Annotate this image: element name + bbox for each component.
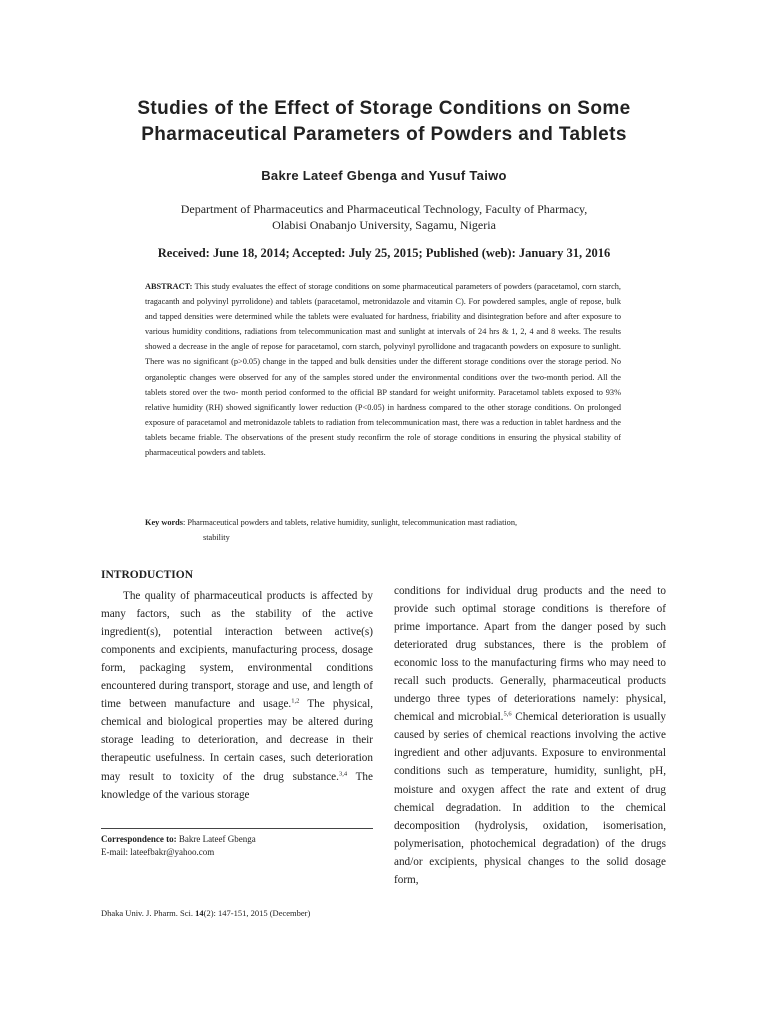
affiliation-line-1: Department of Pharmaceutics and Pharmaceutical Technology, Faculty of Pharmacy, <box>180 202 588 216</box>
footnote-divider <box>101 828 373 829</box>
abstract-text: This study evaluates the effect of storage conditions on some pharmaceutical parameters of powders (paracetamol, corn starch, tragacanth and polyvinyl pyrrolidone) and tablets (paracetamol, metronidazole and vitamin C). For powdered samples, angle of repose, bulk and tapped densities were determined while the tablets were evaluated for hardness, friability and disintegration before and after exposure to various humidity conditions, radiations from telecommunication mast and sunlight at intervals of 24 hrs & 1, 2, 4 and 8 weeks. The results showed a decrease in the angle of repose for paracetamol, corn starch, polyvinyl pyrollidone and tragacanth powders on exposure to sunlight. There was no significant (p>0.05) change in the tapped and bulk densities under the different storage conditions over the storage period. No organoleptic changes were observed for any of the samples stored under the environmental conditions over the two-month period. All the tablets stored over the two- month period conformed to the official BP standard for weight uniformity. Paracetamol tablets exposed to 93% relative humidity (RH) showed significantly lower reduction (P<0.05) in hardness compared to the other storage conditions. On prolonged exposure of paracetamol and metronidazole tablets to radiation from telecommunication mast, there was a reduction in tablet hardness and the tablets became friable. The observations of the present study reconfirm the role of storage conditions in ensuring the physical stability of pharmaceutical powders and tablets. <box>145 282 621 458</box>
affiliation-line-2: Olabisi Onabanjo University, Sagamu, Nigeria <box>272 218 496 232</box>
journal-issue-pages: (2): 147-151, 2015 (December) <box>203 908 311 918</box>
title-line-2: Pharmaceutical Parameters of Powders and Tablets <box>141 124 627 145</box>
citation-1-2: 1,2 <box>291 697 300 705</box>
publication-dates: Received: June 18, 2014; Accepted: July 25, 2015; Published (web): January 31, 2016 <box>157 246 611 260</box>
affiliation <box>0 201 768 233</box>
keywords-line-2: stability <box>203 533 230 542</box>
journal-name: Dhaka Univ. J. Pharm. Sci. <box>101 908 196 918</box>
correspondence-name: Bakre Lateef Gbenga <box>176 834 256 844</box>
citation-5-6: 5,6 <box>503 710 512 718</box>
right-column <box>394 582 666 889</box>
correspondence-label: Correspondence to: <box>101 834 177 844</box>
intro-text-4: conditions for individual drug products and the need to provide such optimal storage conditions is therefore of prime importance. Apart from the danger posed by such deteriorated drug substances, there is the problem of economic loss to the manufacturing firms who may need to recall such products. Generally, pharmaceutical products undergo three types of deteriorations namely: physical, chemical and microbial. <box>394 585 666 724</box>
left-column <box>101 566 373 804</box>
journal-volume: 14 <box>195 908 204 918</box>
paper-title <box>60 96 708 148</box>
abstract-label: ABSTRACT: <box>145 282 193 291</box>
correspondence <box>101 833 373 859</box>
intro-text-1: The quality of pharmaceutical products is affected by many factors, such as the stability of the active ingredient(s), potential interaction between active(s) components and excipients, manufacturing process, dosage form, packaging system, environmental conditions encountered during transport, storage and use, and length of time between manufacture and usage. <box>101 590 373 711</box>
title-line-1: Studies of the Effect of Storage Conditions on Some <box>137 98 631 119</box>
abstract <box>145 279 621 460</box>
citation-3-4: 3,4 <box>338 769 348 777</box>
keywords <box>145 515 621 545</box>
journal-footer <box>101 908 401 918</box>
introduction-heading: INTRODUCTION <box>101 569 194 581</box>
intro-paragraph-right <box>394 582 666 889</box>
intro-text-3: The knowledge of the various storage <box>101 770 373 801</box>
keywords-line-1: : Pharmaceutical powders and tablets, relative humidity, sunlight, telecommunication mast radiation, <box>183 518 518 527</box>
authors: Bakre Lateef Gbenga and Yusuf Taiwo <box>261 168 507 183</box>
intro-paragraph-left <box>101 587 373 804</box>
intro-text-5: Chemical deterioration is usually caused by series of chemical reactions involving the active ingredient and other adjuvants. Exposure to environmental conditions such as temperature, humidity, sunlight, pH, moisture and oxygen affect the rate and extent of drug chemical degradation. In addition to the chemical decomposition (hydrolysis, oxidation, isomerisation, polymerisation, photochemical degradation) of the drugs and/or excipients, physical changes to the solid dosage form, <box>394 711 666 886</box>
keywords-label: Key words <box>145 518 184 527</box>
intro-text-2: The physical, chemical and biological properties may be altered during storage leading to deterioration, and decrease in their therapeutic usefulness. In certain cases, such deterioration may result to toxicity of the drug substance. <box>101 698 373 783</box>
correspondence-email: E-mail: lateefbakr@yahoo.com <box>101 847 215 857</box>
